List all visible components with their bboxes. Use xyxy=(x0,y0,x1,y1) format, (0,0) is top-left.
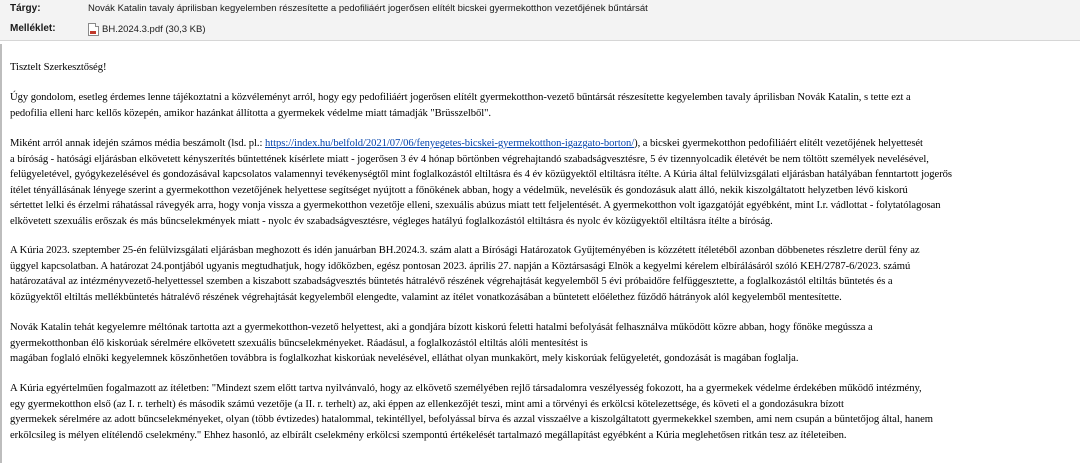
email-header xyxy=(0,0,1080,41)
p3-line: A Kúria 2023. szeptember 25-én felülvizsgálati eljárásban meghozott és idén januárban BH.2024.3. szám alatt a Bírósági Határozatok Gyűjteményében is közzétett ítéletéből azonban döbbenetes részletre derül fény az xyxy=(10,245,920,256)
p4-line: magában foglaló elnöki kegyelemnek köszönhetően továbbra is foglalkozhat kiskorúak nevelésével, elláthat olyan munkakört, mely kiskorúak felügyeletét, gondozását is magában foglalja. xyxy=(10,353,799,365)
p2-text-post: ), a bicskei gyermekotthon pedofiliáért elítélt vezetőjének helyettesét xyxy=(634,138,923,149)
p1-line: Úgy gondolom, esetleg érdemes lenne tájékoztatni a közvéleményt arról, hogy egy pedofiliáért jogerősen elítélt gyermekotthon-vezető bűntársát részesítette kegyelemben tavaly áprilisban Novák Katalin, s tette ezt a xyxy=(10,92,911,103)
paragraph-5 xyxy=(10,381,933,443)
p2-first-line xyxy=(10,136,952,152)
pdf-file-icon xyxy=(88,23,99,36)
p5-line: A Kúria egyértelműen fogalmazott az ítéletben: "Mindezt szem előtt tartva nyilvánvaló, hogy az elkövető személyében rejlő társadalomra veszélyesség fokozott, ha a gyermekek védelme érdekében működő intézmény, xyxy=(10,383,922,394)
p2-line: elkövetett szexuális erőszak és más bűncselekmények miatt - nyolc év szabadságvesztésre, végleges hatályú foglalkozástól eltiltásra és nyolc év közügyektől eltiltásra ítélte a bíróság. xyxy=(10,215,773,227)
greeting-text: Tisztelt Szerkesztőség! xyxy=(10,62,107,73)
p2-line: ítélet tényállásának lényege szerint a gyermekotthon vezetőjének helyettese segítséget nyújtott a főnökének abban, hogy a védelmük, nevelésük és gondozásuk alatt álló, nekik kiszolgáltatott helyzetben lévő kiskorú xyxy=(10,184,908,196)
paragraph-2 xyxy=(10,136,952,230)
subject-label: Tárgy: xyxy=(10,3,41,14)
p3-line: üggyel kapcsolatban. A határozat 24.pontjából ugyanis megtudhatjuk, hogy időközben, egész pontosan 2023. április 27. napján a Köztársasági Elnök a kegyelmi kérelem elbírálásáról szóló KEH/2787-6/2023. számú xyxy=(10,260,911,272)
p3-line: közügyektől eltiltás mellékbüntetés hátralévő részének végrehajtását kegyelemből elengedte, valamint az ítélet vonatkozásában a büntetett előélethez fűződő hátrányok alól kegyelemből mentesítette. xyxy=(10,291,842,303)
p4-line: gyermekotthonban élő kiskorúak sérelmére elkövetett szexuális bűncselekményeket. Ráadásul, a foglalkozástól eltiltás alóli mentesítést is xyxy=(10,337,588,349)
p2-line: sértettet lelki és érzelmi ráhatással rávegyék arra, hogy vonja vissza a gyermekotthon vezetője elleni, szexuális abúzus miatt tett feljelentését. A gyermekotthon volt igazgatóját egyébként, mint I.r. vádlottat - folytatólagosan xyxy=(10,200,941,212)
p4-line: Novák Katalin tehát kegyelemre méltónak tartotta azt a gyermekotthon-vezető helyettest, aki a gondjára bízott kiskorú feletti hatalmi befolyását felhasználva működött közre abban, hogy főnöke megússza a xyxy=(10,322,873,333)
paragraph-4 xyxy=(10,320,873,367)
attachment-item[interactable] xyxy=(88,21,206,37)
attachment-row xyxy=(0,21,1080,39)
attachment-label: Melléklet: xyxy=(10,23,56,34)
attachment-name: BH.2024.3.pdf (30,3 KB) xyxy=(102,23,206,35)
p2-text-pre: Miként arról annak idején számos média beszámolt (lsd. pl.: xyxy=(10,138,266,149)
paragraph-1 xyxy=(10,90,911,121)
p1-line: pedofilia elleni harc kellős közepén, amikor hazánkat állította a gyermekek védelme miatt támadják "Brüsszelből". xyxy=(10,107,492,119)
paragraph-3 xyxy=(10,243,920,305)
p5-line: egy gyermekotthon első (az I. r. terhelt) és második számú vezetője (a II. r. terhelt) az, aki éppen az ellenkezőjét teszi, mint ami a törvényi és erkölcsi kötelezettsége, és követi el a gondozásukra bízott xyxy=(10,398,844,410)
p5-line: gyermekek sérelmére az adott bűncselekményeket, olyan (több évtizedes) hatalommal, tekintéllyel, befolyással bírva és azzal visszaélve a kiszolgáltatott gyermekekkel szemben, ami nem csupán a büntetőjog által, hanem xyxy=(10,414,933,426)
greeting xyxy=(10,60,106,76)
p3-line: határozatával az intézményvezető-helyettessel szemben a kiszabott szabadságvesztés büntetés hátralévő részének végrehajtását kegyelemből 5 évi próbaidőre felfüggesztette, a foglalkozástól eltiltás büntetés és a xyxy=(10,276,893,288)
p5-line: erkölcsileg is mélyen elítélendő cselekmény." Ehhez hasonló, az elbírált cselekmény erkölcsi szempontú értékelését tartalmazó megállapítást egyébként a Kúria meglehetősen ritkán tesz az ítéleteiben. xyxy=(10,429,847,441)
subject-row xyxy=(0,1,1080,19)
message-body xyxy=(0,44,1080,463)
index-article-link[interactable]: https://index.hu/belfold/2021/07/06/fenyegetes-bicskei-gyermekotthon-igazgato-borton/ xyxy=(265,138,635,149)
p2-line: felügyeletével, gyógykezelésével és gondozásával kapcsolatos valamennyi tevékenységtől mint foglalkozástól eltiltásra és 4 év közügyektől eltiltásra ítélte. A Kúria által felülvizsgálati eljárásban hatályában fenntartott jogerős xyxy=(10,169,953,181)
subject-value: Novák Katalin tavaly áprilisban kegyelemben részesítette a pedofiliáért jogerősen elítélt bicskei gyermekotthon vezetőjének bűntársát xyxy=(88,3,648,14)
p2-line: a bíróság - hatósági eljárásban elkövetett kényszerítés bűntettének kísérlete miatt - jogerősen 3 év 4 hónap börtönben végrehajtandó szabadságvesztésre, 5 év tizennyolcadik életévét be nem töltött személyek nevelésével, xyxy=(10,153,929,165)
